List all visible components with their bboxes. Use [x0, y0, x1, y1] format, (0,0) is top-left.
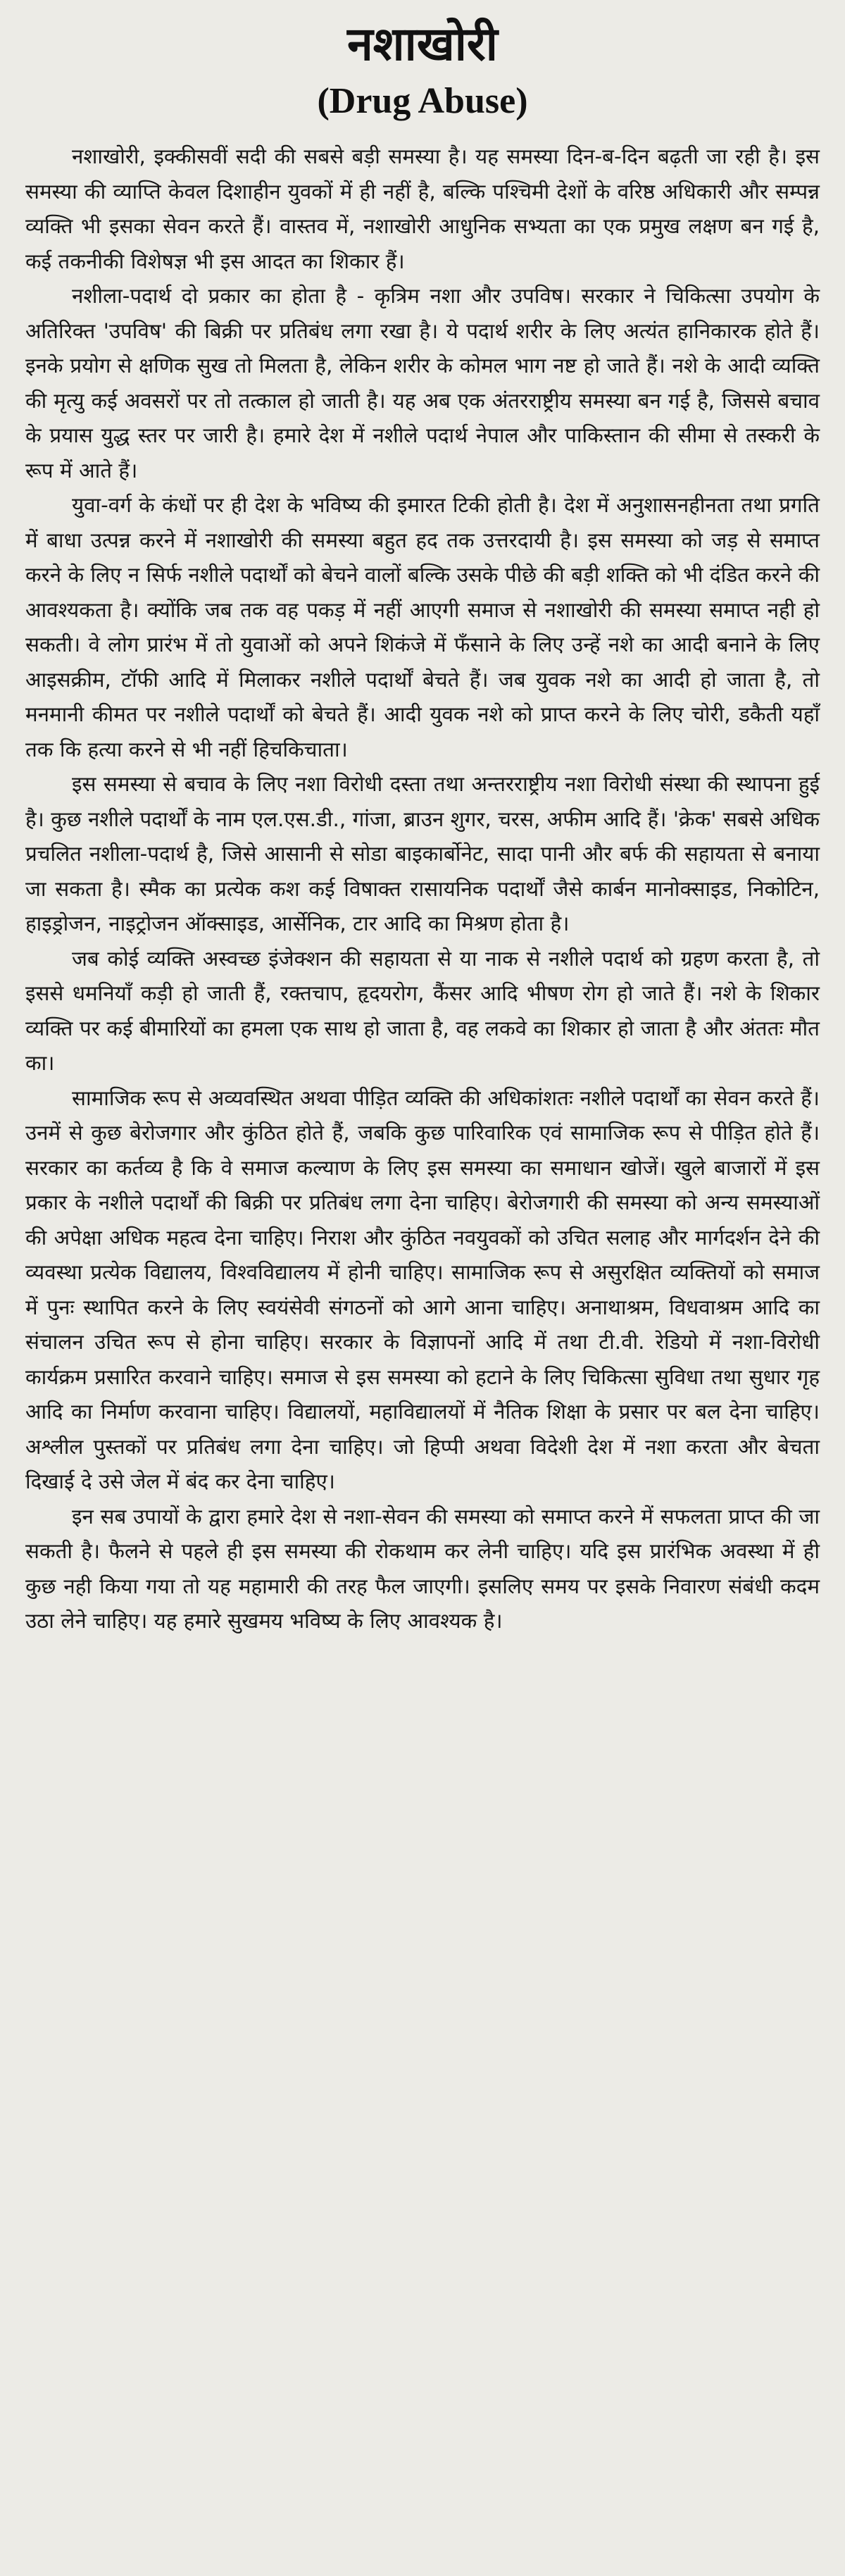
paragraph-prevention: इस समस्या से बचाव के लिए नशा विरोधी दस्ता तथा अन्तरराष्ट्रीय नशा विरोधी संस्था की स्थापना हुई है। कुछ नशीले पदार्थों के नाम एल.एस.डी., गांजा, ब्राउन शुगर, चरस, अफीम आदि हैं। 'क्रेक' सबसे अधिक प्रचलित नशीला-पदार्थ है, जिसे आसानी से सोडा बाइकार्बोनेट, सादा पानी और बर्फ की सहायता से बनाया जा सकता है। स्मैक का प्रत्येक कश कई विषाक्त रासायनिक पदार्थों जैसे कार्बन मानोक्साइड, निकोटिन, हाइड्रोजन, नाइट्रोजन ऑक्साइड, आर्सेनिक, टार आदि का मिश्रण होता है।	[25, 772, 820, 935]
paragraph-youth: युवा-वर्ग के कंधों पर ही देश के भविष्य की इमारत टिकी होती है। देश में अनुशासनहीनता तथा प्रगति में बाधा उत्पन्न करने में नशाखोरी की समस्या बहुत हद तक उत्तरदायी है। इस समस्या को जड़ से समाप्त करने के लिए न सिर्फ नशीले पदार्थों को बेचने वालों बल्कि उसके पीछे की बड़ी शक्ति को भी दंडित करने की आवश्यकता है। क्योंकि जब तक वह पकड़ में नहीं आएगी समाज से नशाखोरी की समस्या समाप्त नही हो सकती। वे लोग प्रारंभ में तो युवाओं को अपने शिकंजे में फँसाने के लिए उन्हें नशे का आदी बनाने के लिए आइसक्रीम, टॉफी आदि में मिलाकर नशीले पदार्थों बेचते हैं। जब युवक नशे का आदी हो जाता है, तो मनमानी कीमत पर नशीले पदार्थों को बेचते हैं। आदी युवक नशे को प्राप्त करने के लिए चोरी, डकैती यहाँ तक कि हत्या करने से भी नहीं हिचकिचाता।	[25, 493, 820, 761]
paragraph-intro: नशाखोरी, इक्कीसवीं सदी की सबसे बड़ी समस्या है। यह समस्या दिन-ब-दिन बढ़ती जा रही है। इस समस्या की व्याप्ति केवल दिशाहीन युवकों में ही नहीं है, बल्कि पश्चिमी देशों के वरिष्ठ अधिकारी और सम्पन्न व्यक्ति भी इसका सेवन करते हैं। वास्तव में, नशाखोरी आधुनिक सभ्यता का एक प्रमुख लक्षण बन गई है, कई तकनीकी विशेषज्ञ भी इस आदत का शिकार हैं।	[25, 144, 820, 273]
paragraph-health-effects: जब कोई व्यक्ति अस्वच्छ इंजेक्शन की सहायता से या नाक से नशीले पदार्थ को ग्रहण करता है, तो इससे धमनियाँ कड़ी हो जाती हैं, रक्तचाप, हृदयरोग, कैंसर आदि भीषण रोग हो जाते हैं। नशे के शिकार व्यक्ति पर कई बीमारियों का हमला एक साथ हो जाता है, वह लकवे का शिकार हो जाता है और अंततः मौत का।	[25, 946, 820, 1075]
essay-subtitle: (Drug Abuse)	[317, 81, 528, 121]
paragraph-types: नशीला-पदार्थ दो प्रकार का होता है - कृत्रिम नशा और उपविष। सरकार ने चिकित्सा उपयोग के अतिरिक्त 'उपविष' की बिक्री पर प्रतिबंध लगा रखा है। ये पदार्थ शरीर के लिए अत्यंत हानिकारक होते हैं। इनके प्रयोग से क्षणिक सुख तो मिलता है, लेकिन शरीर के कोमल भाग नष्ट हो जाते हैं। नशे के आदी व्यक्ति की मृत्यु कई अवसरों पर तो तत्काल हो जाती है। यह अब एक अंतरराष्ट्रीय समस्या बन गई है, जिससे बचाव के प्रयास युद्ध स्तर पर जारी है। हमारे देश में नशीले पदार्थ नेपाल और पाकिस्तान की सीमा से तस्करी के रूप में आते हैं।	[25, 284, 820, 483]
paragraph-social-measures: सामाजिक रूप से अव्यवस्थित अथवा पीड़ित व्यक्ति की अधिकांशतः नशीले पदार्थों का सेवन करते हैं। उनमें से कुछ बेरोजगार और कुंठित होते हैं, जबकि कुछ पारिवारिक एवं सामाजिक रूप से पीड़ित होते हैं। सरकार का कर्तव्य है कि वे समाज कल्याण के लिए इस समस्या का समाधान खोजें। खुले बाजारों में इस प्रकार के नशीले पदार्थों की बिक्री पर प्रतिबंध लगा देना चाहिए। बेरोजगारी की समस्या को अन्य समस्याओं की अपेक्षा अधिक महत्व देना चाहिए। निराश और कुंठित नवयुवकों को उचित सलाह और मार्गदर्शन देने की व्यवस्था प्रत्येक विद्यालय, विश्वविद्यालय में होनी चाहिए। सामाजिक रूप से असुरक्षित व्यक्तियों को समाज में पुनः स्थापित करने के लिए स्वयंसेवी संगठनों को आगे आना चाहिए। अनाथाश्रम, विधवाश्रम आदि का संचालन उचित रूप से होना चाहिए। सरकार के विज्ञापनों आदि में तथा टी.वी. रेडियो में नशा-विरोधी कार्यक्रम प्रसारित करवाने चाहिए। समाज से इस समस्या को हटाने के लिए चिकित्सा सुविधा तथा सुधार गृह आदि का निर्माण करवाना चाहिए। विद्यालयों, महाविद्यालयों में नैतिक शिक्षा के प्रसार पर बल देना चाहिए। अश्लील पुस्तकों पर प्रतिबंध लगा देना चाहिए। जो हिप्पी अथवा विदेशी देश में नशा करता और बेचता दिखाई दे उसे जेल में बंद कर देना चाहिए।	[25, 1085, 820, 1493]
paragraph-conclusion: इन सब उपायों के द्वारा हमारे देश से नशा-सेवन की समस्या को समाप्त करने में सफलता प्राप्त की जा सकती है। फैलने से पहले ही इस समस्या की रोकथाम कर लेनी चाहिए। यदि इस प्रारंभिक अवस्था में ही कुछ नही किया गया तो यह महामारी की तरह फैल जाएगी। इसलिए समय पर इसके निवारण संबंधी कदम उठा लेने चाहिए। यह हमारे सुखमय भविष्य के लिए आवश्यक है।	[25, 1504, 820, 1633]
essay-title: नशाखोरी	[347, 17, 498, 71]
